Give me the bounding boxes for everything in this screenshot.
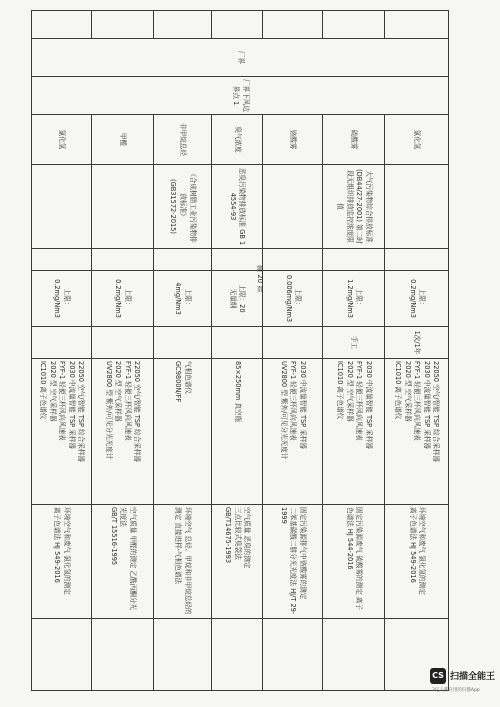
blank-cell [263, 11, 323, 39]
method-cell: 空气质量 甲醛的测定 乙酰丙酮分光光度法 GB/T 15516-1995 [91, 505, 153, 619]
monitoring-table [31, 10, 449, 691]
pollutant-cell: 甲醛 [91, 115, 153, 165]
blank-cell [323, 11, 385, 39]
blank-cell [32, 249, 92, 271]
scanner-logo-icon: CS [430, 668, 446, 684]
pollutant-cell: 非甲烷总烃 [153, 115, 211, 165]
blank-cell [211, 11, 263, 39]
limit-cell: 上限： 0.2mg/Nm3 [91, 271, 153, 327]
limit-cell: 上限： 0.006mg/Nm3 [263, 271, 323, 327]
standard-cell: 恶臭污染物排放标准 GB 14554-93 [211, 165, 263, 249]
blank-cell [263, 249, 323, 271]
blank-cell [153, 619, 211, 691]
scanner-watermark [430, 668, 496, 698]
standard-cell: 《合成树脂工业污染物排放标准》 (GB31572-2015) [153, 165, 211, 249]
page-number: 第 20 页 [256, 265, 264, 293]
blank-cell [91, 249, 153, 271]
equipment-cell: 22050 空气/智能 TSP 综合采样器 FYF-1 轻便三杯风向风速表 2020 型 空气采样器 UV2800 型 紫外/可见分光光度计 [91, 359, 153, 505]
method-cell: 固定污染源废气 硫酸雾的测定 离子色谱法 HJ 544-2016 [323, 505, 385, 619]
method-cell: 固定污染源排气中铬酸雾的测定 二苯基碳酰二肼分光光度法 HJ/T 29-1999 [263, 505, 323, 619]
standard-cell [91, 165, 153, 249]
equipment-cell: 2030 中流量智能 TSP 采样器 FYF-1 轻便三杯风向风速表 UV2800 型 紫外/可见分光光度计 [263, 359, 323, 505]
area-cell: 厂界 [32, 39, 449, 77]
blank-cell [323, 619, 385, 691]
frequency-cell [263, 327, 323, 359]
equipment-cell: 2030 中流量智能 TSP 采样器 FYF-1 轻便三杯风向风速表 2020 型 空气采样器 IC1010 离子色谱仪 [323, 359, 385, 505]
blank-cell [211, 619, 263, 691]
pollutant-cell: 氯化氢 [32, 115, 92, 165]
blank-cell [385, 11, 449, 39]
pollutant-cell: 铬酸雾 [263, 115, 323, 165]
blank-cell [91, 11, 153, 39]
frequency-cell: 1次/1年 [385, 327, 449, 359]
blank-cell [91, 619, 153, 691]
frequency-cell [91, 327, 153, 359]
standard-cell [263, 165, 323, 249]
equipment-cell: 气相色谱仪 GC9800N/FF [153, 359, 211, 505]
equipment-cell: 22050 空气/智能 TSP 综合采样器 2030 中流量智能 TSP 采样器 FYF-1 轻便三杯风向风速表 2020 型 空气采样器 IC1010 离子色谱仪 [385, 359, 449, 505]
limit-cell: 上限： 0.2mg/Nm3 [32, 271, 92, 327]
blank-cell [153, 11, 211, 39]
sampling-point-cell: 厂界下风边界点 1 [32, 77, 449, 115]
frequency-cell [211, 327, 263, 359]
rotated-table-frame [31, 10, 449, 690]
blank-cell [32, 619, 92, 691]
pollutant-cell: 氯化氢 [385, 115, 449, 165]
standard-cell [385, 165, 449, 249]
method-cell: 空气质量 恶臭的测定 三点比较式臭袋法 GB/T14675-1993 [211, 505, 263, 619]
blank-cell [385, 249, 449, 271]
blank-cell [263, 619, 323, 691]
table-row [385, 11, 449, 691]
frequency-cell [153, 327, 211, 359]
limit-cell: 上限：20 无量纲 [211, 271, 263, 327]
standard-cell: 大气污染物综合排放标准 (DB44/27-2001) 第二时段无组织排放监控浓度限值 [323, 165, 385, 249]
scanner-brand-tagline: 3亿人都在用的扫描App [432, 688, 480, 693]
method-cell: 环境空气和废气 氯化氢的测定 离子色谱法 HJ 549-2016 [32, 505, 92, 619]
blank-cell [32, 11, 92, 39]
blank-cell [153, 249, 211, 271]
pollutant-cell: 臭气浓度 [211, 115, 263, 165]
scanner-brand-name: 扫描全能王 [450, 672, 496, 682]
limit-cell: 上限： 4mg/Nm3 [153, 271, 211, 327]
method-cell: 环境空气和废气 氯化氢的测定 离子色谱法 HJ 549-2016 [385, 505, 449, 619]
limit-cell: 上限： 0.2mg/Nm3 [385, 271, 449, 327]
equipment-cell: 85×250mm 真空瓶 [211, 359, 263, 505]
method-cell: 环境空气 总烃、甲烷和非甲烷总烃的测定 直接进样-气相色谱法 [153, 505, 211, 619]
equipment-cell: 22050 空气/智能 TSP 综合采样器 2030 中流量智能 TSP 采样器 FYF-1 轻便三杯风向风速表 2020 型 空气采样器 IC1010 离子色谱仪 [32, 359, 92, 505]
blank-cell [323, 249, 385, 271]
limit-cell: 上限： 1.2mg/Nm3 [323, 271, 385, 327]
frequency-cell: 手工 [323, 327, 385, 359]
pollutant-cell: 硫酸雾 [323, 115, 385, 165]
standard-cell [32, 165, 92, 249]
frequency-cell [32, 327, 92, 359]
